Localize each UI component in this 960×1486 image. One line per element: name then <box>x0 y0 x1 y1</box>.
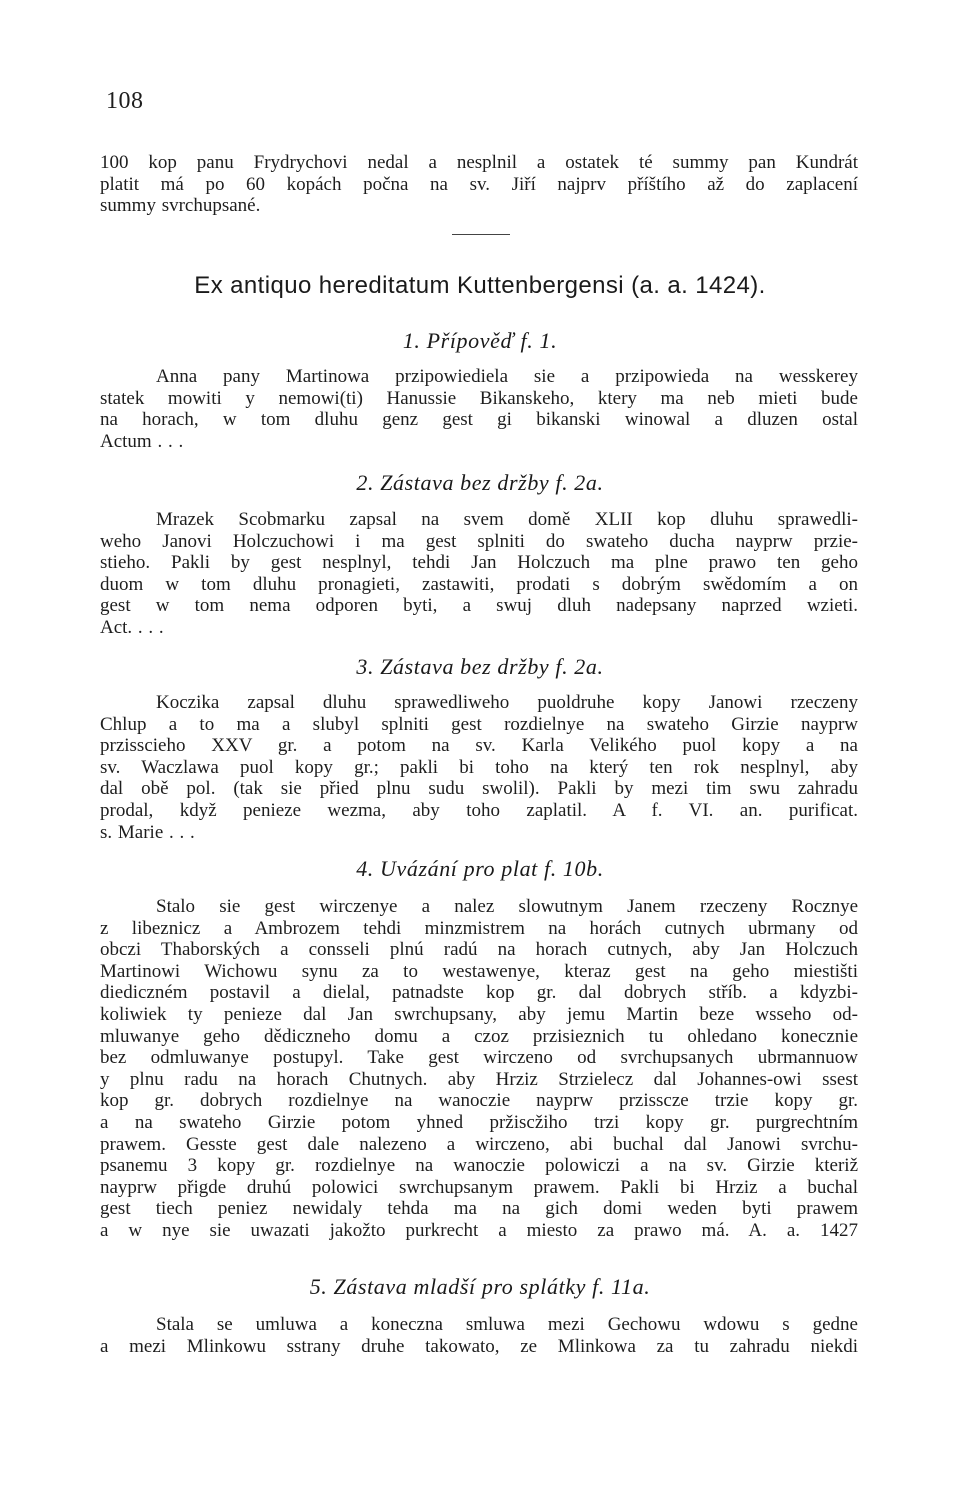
entry-paragraph <box>100 896 858 1242</box>
text-line: stieho. Pakli by gest nesplnyl, tehdi Jan Holczuch ma plne prawo ten geho <box>100 552 858 574</box>
text-line: duom w tom dluhu pronagieti, zastawiti, prodati s dobrým swědomím a on <box>100 573 858 595</box>
entry-heading: 5. Zástava mladší pro splátky f. 11a. <box>309 1274 651 1299</box>
text-line: dal obě pol. (tak sie přied plnu sudu swolil). Pakli by mezi tim swu zahradu <box>100 778 858 800</box>
text-line: prawem. Gesste gest dale nalezeno a wirczeno, abi buchal dal Janowi svrchu- <box>100 1133 858 1155</box>
text-line: summy svrchupsané. <box>100 195 261 217</box>
text-line: przisscieho XXV gr. a potom na sv. Karla Velikého puol kopy a na <box>100 735 858 757</box>
intro-paragraph <box>100 152 858 217</box>
section-divider <box>452 234 510 235</box>
text-line: koliwiek ty penieze dal Jan swrchupsany, aby jemu Martin beze wsseho od- <box>100 1003 858 1025</box>
text-line: z libeznicz a Ambrozem tehdi minzmistrem na horách cutnych ubrmany od <box>100 917 858 939</box>
text-line: Martinowi Wichowu synu za to westawenye, kteraz gest na geho miestišti <box>100 960 858 982</box>
text-line: gest w tom nema odporen byti, a swuj dluh nadepsany naprzed wzieti. <box>100 595 858 617</box>
text-line: bez odmluwanye postupyl. Take gest wirczeno od svrchupsanych ubrmannuow <box>100 1047 858 1069</box>
text-line: a mezi Mlinkowu sstrany druhe takowato, ze Mlinkowa za tu zahradu niekdi <box>100 1335 858 1357</box>
text-line: obczi Thaborských a consseli plnú radú na horach cutnych, aby Jan Holczuch <box>100 939 858 961</box>
page-number: 108 <box>106 88 144 114</box>
text-line: psanemu 3 kopy gr. rozdielnye na wanoczie polowiczi a na sv. Girzie kteriž <box>100 1155 858 1177</box>
text-line: mluwanye geho dědiczneho domu a czoz przisieznich tu ohledano konecznie <box>100 1025 858 1047</box>
text-line: Stala se umluwa a koneczna smluwa mezi Gechowu wdowu s gedne <box>156 1314 858 1335</box>
entry-paragraph <box>100 366 858 452</box>
text-line: na horach, w tom dluhu genz gest gi bikanski winowal a dluzen ostal <box>100 409 858 431</box>
text-line: Mrazek Scobmarku zapsal na svem domě XLII kop dluhu sprawedli- <box>156 509 858 530</box>
entry-heading: 3. Zástava bez držby f. 2a. <box>356 654 604 679</box>
text-line: a w nye sie uwazati jakožto purkrecht a miesto za prawo má. A. a. 1427 <box>100 1219 858 1241</box>
section-heading: Ex antiquo hereditatum Kuttenbergensi (a. a. 1424). <box>194 272 766 299</box>
text-line: prodal, když penieze wezma, aby toho zaplatil. A f. VI. an. purificat. <box>100 799 858 821</box>
text-line: platit má po 60 kopách počna na sv. Jiří najprv příštího až do zaplacení <box>100 173 858 195</box>
entry-paragraph <box>100 509 858 639</box>
text-line: weho Janovi Holczuchowi i ma gest splniti do swateho ducha nayprw przie- <box>100 530 858 552</box>
text-line: diediczném postavil a dielal, patnadste kop gr. dal dobrych stříb. a kdyzbi- <box>100 982 858 1004</box>
text-line: s. Marie . . . <box>100 821 195 843</box>
entry-paragraph <box>100 692 858 843</box>
text-line: sv. Waczlawa puol kopy gr.; pakli bi toho na který ten rok nesplnyl, aby <box>100 756 858 778</box>
text-line: statek mowiti y nemowi(ti) Hanussie Bikanskeho, ktery ma neb mieti bude <box>100 387 858 409</box>
text-line: Anna pany Martinowa przipowiediela sie a przipowieda na wesskerey <box>156 366 858 387</box>
text-line: Act. . . . <box>100 616 164 638</box>
text-line: Actum . . . <box>100 430 184 452</box>
text-line: a na swateho Girzie potom yhned pržiscžiho trzi kopy gr. purgrechtním <box>100 1111 858 1133</box>
entry-heading: 1. Přípověď f. 1. <box>402 328 558 353</box>
text-line: gest tiech peniez newidaly tehda ma na gich domi weden byti prawem <box>100 1198 858 1220</box>
text-line: Chlup a to ma a slubyl splniti gest rozdielnye na swateho Girzie nayprw <box>100 713 858 735</box>
entry-heading: 2. Zástava bez držby f. 2a. <box>356 470 604 495</box>
text-line: kop gr. dobrych rozdielnye na wanoczie nayprw przisscze trzie kopy gr. <box>100 1090 858 1112</box>
text-line: Stalo sie gest wirczenye a nalez slowutnym Janem rzeczeny Rocznye <box>156 896 858 917</box>
entry-paragraph <box>100 1314 858 1357</box>
text-line: 100 kop panu Frydrychovi nedal a nesplnil a ostatek té summy pan Kundrát <box>100 152 858 173</box>
text-line: Koczika zapsal dluhu sprawedliweho puoldruhe kopy Janowi rzeczeny <box>156 692 858 713</box>
text-line: nayprw přigde druhú polowici swrchupsanym prawem. Pakli bi Hrziz a buchal <box>100 1176 858 1198</box>
text-line: y plnu radu na horach Chutnych. aby Hrziz Strzielecz dal Johannes-owi ssest <box>100 1068 858 1090</box>
entry-heading: 4. Uvázání pro plat f. 10b. <box>356 856 604 881</box>
